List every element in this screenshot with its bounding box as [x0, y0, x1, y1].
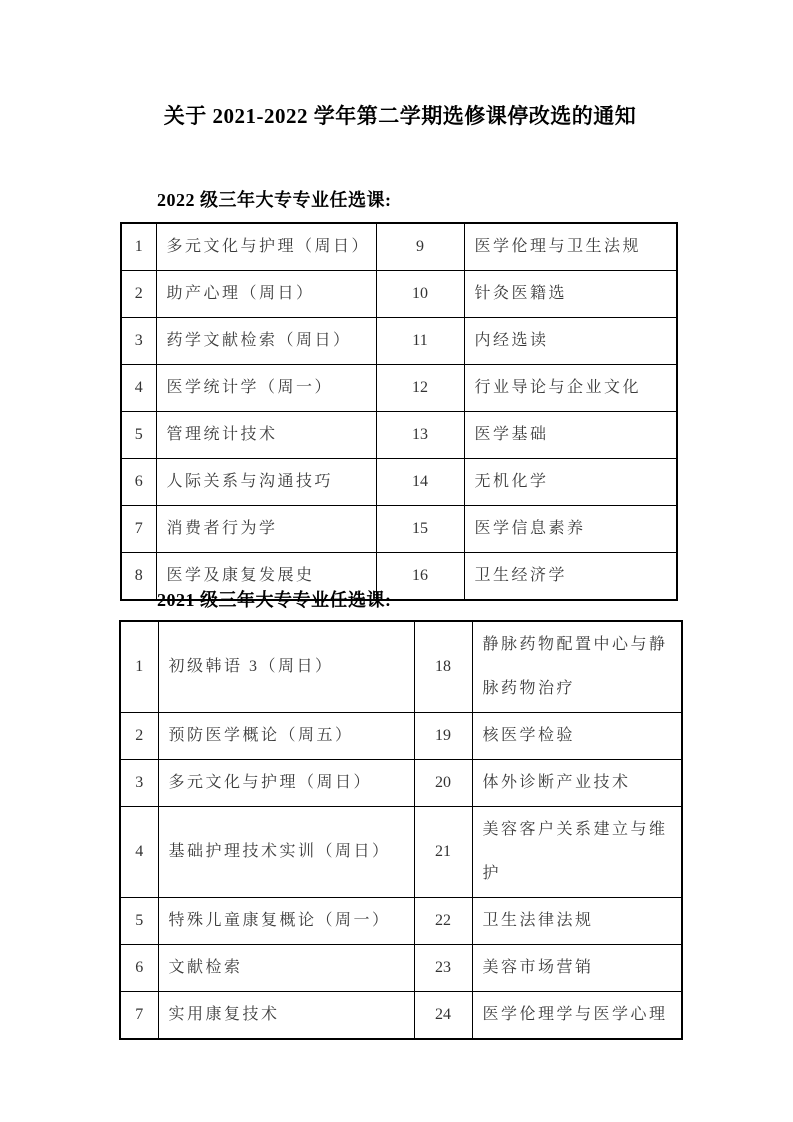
table-row: [120, 807, 682, 898]
course-number: 3: [121, 318, 156, 365]
course-number: 19: [414, 713, 472, 760]
course-name: 核医学检验: [472, 713, 682, 760]
course-table-2021-body: [120, 621, 682, 1039]
course-name: 管理统计技术: [156, 412, 376, 459]
course-name: 基础护理技术实训（周日）: [158, 807, 414, 898]
course-number: 11: [376, 318, 464, 365]
course-number: 5: [121, 412, 156, 459]
course-number: 5: [120, 898, 158, 945]
table-row: [120, 898, 682, 945]
course-number: 21: [414, 807, 472, 898]
table-row: [121, 318, 677, 365]
course-name: 消费者行为学: [156, 506, 376, 553]
course-number: 24: [414, 992, 472, 1040]
course-name: 美容客户关系建立与维护: [472, 807, 682, 898]
table-row: [121, 223, 677, 271]
section-heading-2021: 2021 级三年大专专业任选课:: [157, 590, 392, 610]
course-name: 实用康复技术: [158, 992, 414, 1040]
course-number: 2: [120, 713, 158, 760]
course-name: 特殊儿童康复概论（周一）: [158, 898, 414, 945]
course-number: 15: [376, 506, 464, 553]
course-name: 药学文献检索（周日）: [156, 318, 376, 365]
course-name: 行业导论与企业文化: [464, 365, 677, 412]
course-name: 医学统计学（周一）: [156, 365, 376, 412]
course-name: 预防医学概论（周五）: [158, 713, 414, 760]
course-name: 医学信息素养: [464, 506, 677, 553]
table-row: [121, 365, 677, 412]
table-row: [121, 412, 677, 459]
course-number: 23: [414, 945, 472, 992]
course-number: 7: [120, 992, 158, 1040]
course-name: 医学基础: [464, 412, 677, 459]
course-number: 9: [376, 223, 464, 271]
course-number: 16: [376, 553, 464, 601]
table-row: [120, 621, 682, 713]
table-row: [121, 506, 677, 553]
course-name: 美容市场营销: [472, 945, 682, 992]
section-heading-2022: 2022 级三年大专专业任选课:: [157, 190, 392, 210]
course-number: 12: [376, 365, 464, 412]
course-table-2022-body: [121, 223, 677, 600]
course-number: 18: [414, 621, 472, 713]
course-name: 医学伦理学与医学心理: [472, 992, 682, 1040]
course-name: 针灸医籍选: [464, 271, 677, 318]
course-number: 2: [121, 271, 156, 318]
table-row: [120, 992, 682, 1040]
course-name: 助产心理（周日）: [156, 271, 376, 318]
course-number: 3: [120, 760, 158, 807]
table-row: [120, 945, 682, 992]
course-table-2022: [120, 222, 678, 601]
course-number: 20: [414, 760, 472, 807]
course-name: 人际关系与沟通技巧: [156, 459, 376, 506]
table-row: [120, 760, 682, 807]
course-name: 文献检索: [158, 945, 414, 992]
course-name: 静脉药物配置中心与静脉药物治疗: [472, 621, 682, 713]
course-number: 14: [376, 459, 464, 506]
course-number: 6: [120, 945, 158, 992]
course-number: 6: [121, 459, 156, 506]
course-number: 4: [120, 807, 158, 898]
course-name: 医学及康复发展史: [156, 553, 376, 601]
course-name: 内经选读: [464, 318, 677, 365]
course-number: 4: [121, 365, 156, 412]
course-table-2021: [119, 620, 683, 1040]
course-number: 1: [121, 223, 156, 271]
course-name: 医学伦理与卫生法规: [464, 223, 677, 271]
table-row: [120, 713, 682, 760]
table-row: [121, 459, 677, 506]
course-name: 卫生经济学: [464, 553, 677, 601]
course-number: 13: [376, 412, 464, 459]
course-name: 无机化学: [464, 459, 677, 506]
table-row: [121, 271, 677, 318]
course-number: 1: [120, 621, 158, 713]
course-number: 10: [376, 271, 464, 318]
course-name: 多元文化与护理（周日）: [156, 223, 376, 271]
course-name: 卫生法律法规: [472, 898, 682, 945]
course-name: 多元文化与护理（周日）: [158, 760, 414, 807]
document-title: 关于 2021-2022 学年第二学期选修课停改选的通知: [163, 104, 637, 128]
course-number: 7: [121, 506, 156, 553]
course-name: 初级韩语 3（周日）: [158, 621, 414, 713]
course-name: 体外诊断产业技术: [472, 760, 682, 807]
course-number: 8: [121, 553, 156, 601]
course-number: 22: [414, 898, 472, 945]
